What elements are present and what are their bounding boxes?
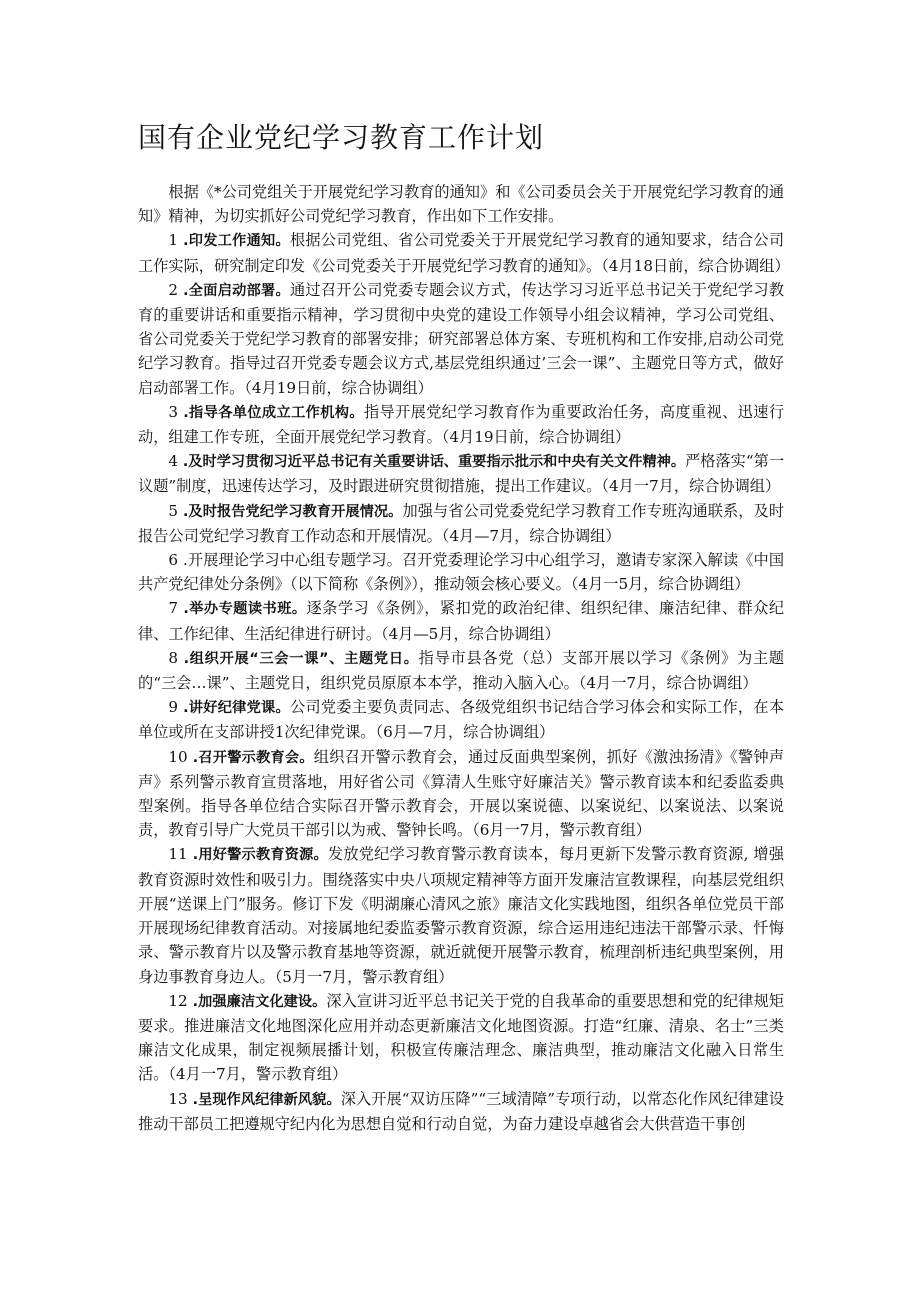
plan-items <box>138 228 790 1136</box>
item-body: .开展理论学习中心组专题学习。召开党委理论学习中心组学习，邀请专家深入解读《中国共产党纪律处分条例》（以下简称《条例》），推动领会核心要义。（4月一5月，综合协调组） <box>138 551 785 594</box>
item-number: 7 <box>168 599 179 618</box>
item-body: 通过召开公司党委专题会议方式，传达学习习近平总书记关于党纪学习教育的重要讲话和重要指示精神，学习贯彻中央党的建设工作领导小组会议精神，学习公司党组、省公司党委关于党纪学习教育的部署安排；研究部署总体方案、专班机构和工作安排,启动公司党纪学习教育。指导过召开党委专题会议方式,基层党组织通过’三会一课”、主题党日等方式，做好启动部署工作。（4月19日前，综合协调组） <box>138 280 785 397</box>
item-number: 13 <box>168 1089 188 1108</box>
item-heading: .印发工作通知。 <box>183 233 290 250</box>
item-body: 逐条学习《条例》，紧扣党的政治纪律、组织纪律、廉洁纪律、群众纪律、工作纪律、生活纪律进行研讨。（4月—5月，综合协调组） <box>138 599 785 643</box>
item-body: 深入宣讲习近平总书记关于党的自我革命的重要思想和党的纪律规矩要求。推进廉洁文化地图深化应用并动态更新廉洁文化地图资源。打造“红廉、清泉、名士”三类廉洁文化成果，制定视频展播计划，积极宣传廉洁理念、廉洁典型，推动廉洁文化融入日常生活。（4月一7月，警示教育组） <box>138 991 785 1084</box>
item-body: 加强与省公司党委党纪学习教育工作专班沟通联系，及时报告公司党纪学习教育工作动态和开展情况。（4月—7月，综合协调组） <box>138 501 784 545</box>
item-heading: .及时报告党纪学习教育开展情况。 <box>182 503 403 520</box>
item-heading: .及时学习贯彻习近平总书记有关重要讲话、重要指示批示和中央有关文件精神。 <box>182 454 686 471</box>
document-title: 国有企业党纪学习教育工作计划 <box>138 121 545 154</box>
item-number: 9 <box>168 698 179 717</box>
item-heading: .加强廉洁文化建设。 <box>192 993 327 1010</box>
item-heading: .组织开展“三会一课”、主题党日。 <box>183 650 419 667</box>
item-number: 1 <box>168 231 179 250</box>
plan-item-1 <box>138 228 790 277</box>
item-body: 组织召开警示教育会，通过反面典型案例，抓好《激浊扬清》《警钟声声》系列警示教育宣贯落地，用好省公司《算清人生账守好廉洁关》警示教育读本和纪委监委典型案例。指导各单位结合实际召开警示教育会，开展以案说德、以案说纪、以案说法、以案说责，教育引导广大党员干部引以为戒、警钟长鸣。（6月一7月，警示教育组） <box>138 747 785 840</box>
plan-item-9 <box>138 695 784 744</box>
plan-item-10 <box>138 745 784 843</box>
item-heading: .讲好纪律党课。 <box>183 700 290 717</box>
item-body: 发放党纪学习教育警示教育读本，每月更新下发警示教育资源, 增强教育资源时效性和吸引力。围绕落实中央八项规定精神等方面开发廉洁宣教课程，向基层党组织开展“送课上门”服务。修订下发《明湖廉心清风之旅》廉洁文化实践地图，组织各单位党员干部开展现场纪律教育活动。对接属地纪委监委警示教育资源，综合运用违纪违法干部警示录、忏悔录、警示教育片以及警示教育基地等资源，就近就便开展警示教育，梳理剖析违纪典型案例，用身边事教育身边人。（5月一7月，警示教育组） <box>138 845 785 986</box>
plan-item-7 <box>138 596 784 645</box>
item-number: 5 <box>168 501 179 520</box>
plan-item-6 <box>138 548 784 596</box>
plan-item-5 <box>138 499 784 548</box>
item-heading: .指导各单位成立工作机构。 <box>183 404 364 421</box>
item-body: 指导开展党纪学习教育作为重要政治任务，高度重视、迅速行动，组建工作专班，全面开展党纪学习教育。（4月19日前，综合协调组） <box>138 402 785 447</box>
item-heading: .举办专题读书班。 <box>183 601 307 618</box>
item-heading: .召开警示教育会。 <box>192 749 314 766</box>
item-number: 10 <box>168 747 188 766</box>
item-heading: .呈现作风纪律新风貌。 <box>192 1091 341 1108</box>
plan-item-13 <box>138 1087 784 1136</box>
item-number: 2 <box>168 280 179 299</box>
document-page <box>138 118 790 1136</box>
item-body: 严格落实“第一议题”制度，迅速传达学习，及时跟进研究贯彻措施，提出工作建议。（4月一7月，综合协调组） <box>138 452 785 496</box>
item-heading: .用好警示教育资源。 <box>192 847 328 864</box>
item-number: 4 <box>168 452 179 471</box>
plan-item-2 <box>138 278 784 400</box>
item-number: 3 <box>168 402 179 421</box>
item-body: 根据公司党组、省公司党委关于开展党纪学习教育的通知要求，结合公司工作实际，研究制定印发《公司党委关于开展党纪学习教育的通知》。（4月18日前，综合协调组） <box>138 231 790 275</box>
plan-item-3 <box>138 400 784 449</box>
plan-item-4 <box>138 449 784 498</box>
item-number: 8 <box>168 648 179 667</box>
plan-item-12 <box>138 989 784 1087</box>
item-body: 指导市县各党（总）支部开展以学习《条例》为主题的“三会…课”、主题党日，组织党员原原本本学，推动入脑入心。（4月一7月，综合协调组） <box>138 648 785 693</box>
plan-item-11 <box>138 842 784 988</box>
item-number: 6 <box>168 551 179 570</box>
item-body: 公司党委主要负责同志、各级党组织书记结合学习体会和实际工作，在本单位或所在支部讲授1次纪律党课。（6月—7月，综合协调组） <box>138 698 785 742</box>
item-heading: .全面启动部署。 <box>183 282 290 299</box>
item-number: 11 <box>168 845 188 864</box>
item-body: 深入开展“双访压降”“三域清障”专项行动，以常态化作风纪律建设推动干部员工把遵规守纪内化为思想自觉和行动自觉，为奋力建设卓越省会大供营造干事创 <box>138 1089 785 1133</box>
plan-item-8 <box>138 646 784 695</box>
item-number: 12 <box>168 991 188 1010</box>
intro-paragraph: 根据《*公司党组关于开展党纪学习教育的通知》和《公司委员会关于开展党纪学习教育的通知》精神，为切实抓好公司党纪学习教育，作出如下工作安排。 <box>138 183 784 226</box>
